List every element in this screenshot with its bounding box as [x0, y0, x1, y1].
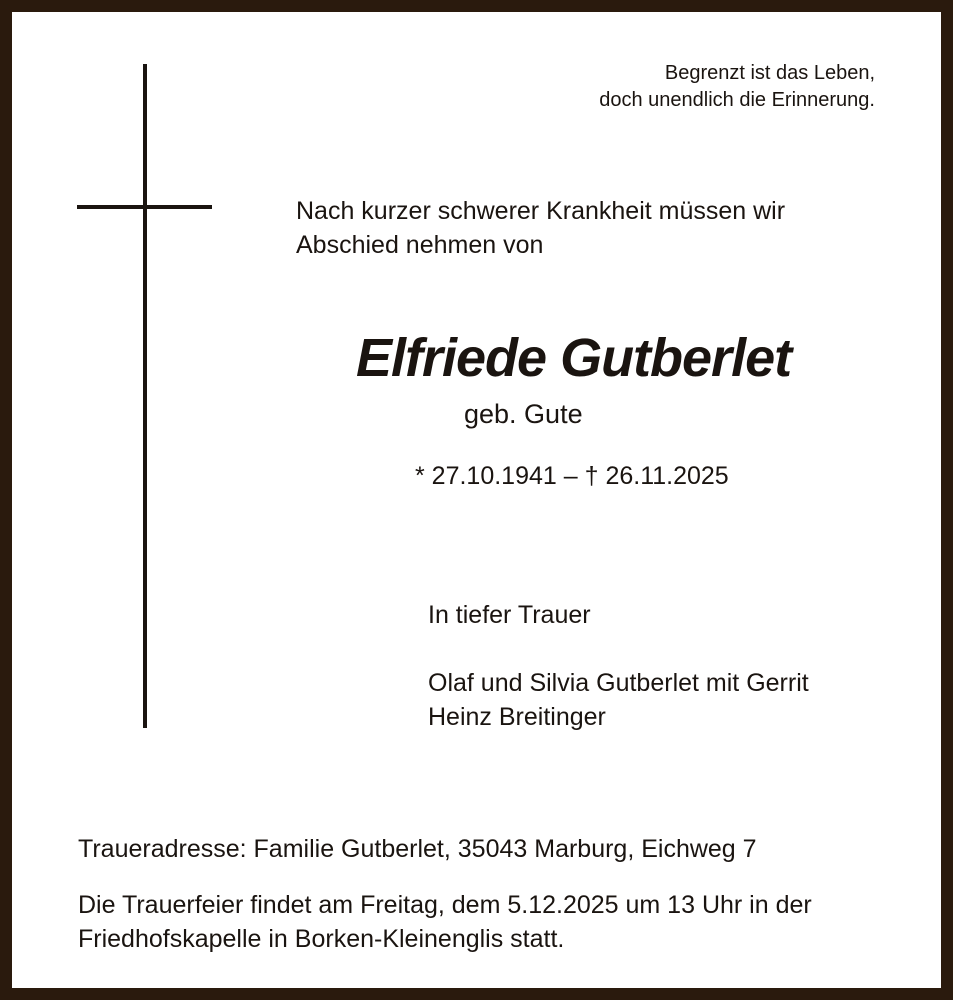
motto-quote: [599, 60, 875, 114]
intro-text: [296, 194, 886, 262]
motto-line-1: Begrenzt ist das Leben,: [664, 62, 875, 84]
intro-line-1: Nach kurzer schwerer Krankheit müssen wir: [296, 197, 786, 225]
motto-line-2: doch unendlich die Erinnerung.: [599, 89, 875, 111]
funeral-ceremony-notice: [78, 888, 908, 956]
life-dates: * 27.10.1941 – † 26.11.2025: [415, 462, 729, 490]
cross-horizontal-bar: [77, 205, 212, 209]
ceremony-line-2: Friedhofskapelle in Borken-Kleinenglis statt.: [78, 925, 565, 953]
obituary-card: [12, 12, 941, 988]
mourning-address: Traueradresse: Familie Gutberlet, 35043 Marburg, Eichweg 7: [78, 835, 757, 863]
birth-name: geb. Gute: [464, 399, 583, 429]
mourner-line: Olaf und Silvia Gutberlet mit Gerrit: [428, 669, 809, 697]
deceased-name: Elfriede Gutberlet: [356, 328, 792, 388]
ceremony-line-1: Die Trauerfeier findet am Freitag, dem 5.12.2025 um 13 Uhr in der: [78, 891, 812, 919]
mourning-heading: In tiefer Trauer: [428, 601, 591, 629]
mourner-line: Heinz Breitinger: [428, 703, 606, 731]
intro-line-2: Abschied nehmen von: [296, 231, 544, 259]
mourners-list: [428, 666, 809, 734]
cross-vertical-bar: [143, 64, 147, 728]
